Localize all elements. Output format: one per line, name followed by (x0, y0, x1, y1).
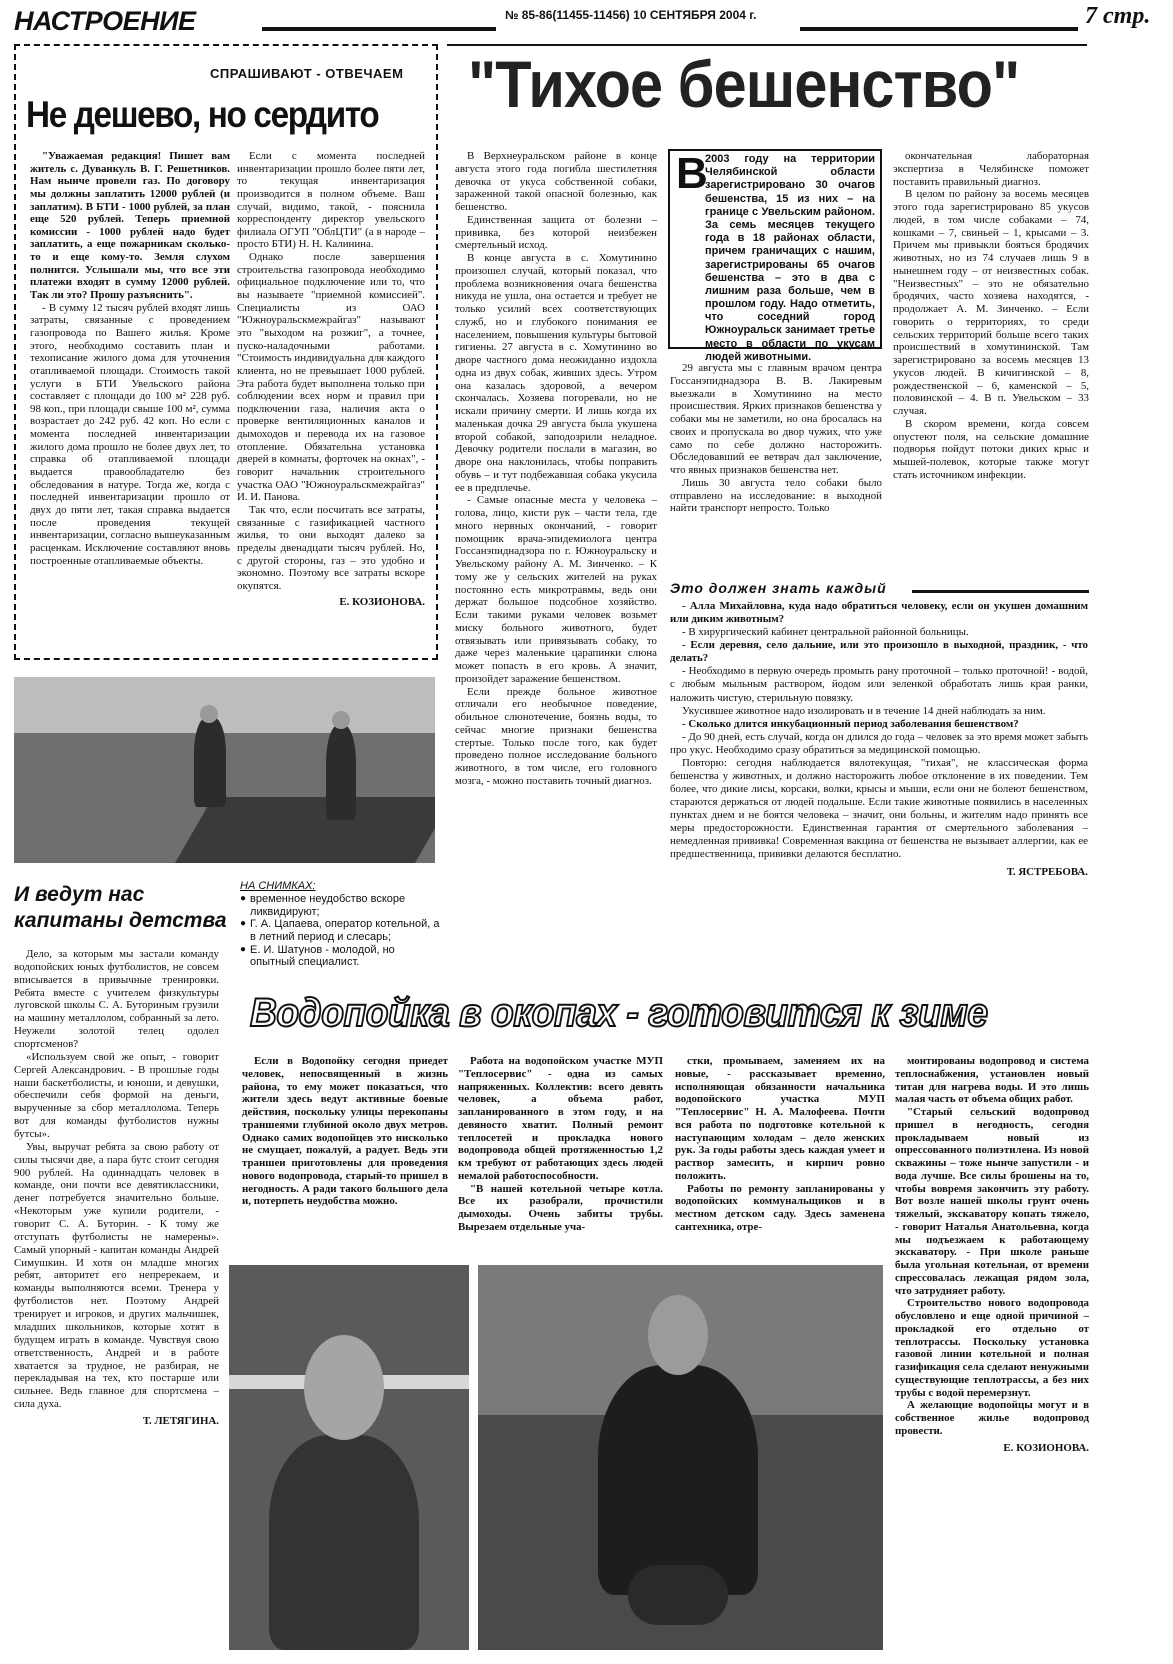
photo-trench-person-head (200, 705, 218, 723)
photo-specialist-machine (628, 1565, 728, 1625)
photo-specialist-face (648, 1295, 708, 1375)
article-water-title: Водопойка в окопах - готовится к зиме (250, 991, 988, 1035)
qa-question: - Если деревня, село дальние, или это произошло в выходной, праздник, - что делать? (670, 639, 1088, 665)
article-rabies-title: "Тихое бешенство" (468, 47, 1020, 121)
article-rabies-para: - Самые опасные места у человека – голова, лицо, кисти рук – части тела, где много нервных окончаний, - говорит помощник врача-эпидемиолога центра Госсанэпиднадзора по г. Южноуральску и Увельскому району А. М. Зинченко. – К тому же у сельских жителей на руках постоянно есть микротравмы, ведь они держат большое подсобное хозяйство. Если такими руками человек возьмет миску больного животного, будет отвязывать или привязывать собаку, то даже через маленькие царапинки слюна может попасть в его кровь. А значит, произойдет заражение бешенством. (455, 494, 657, 685)
article-water-para: Работа на водопойском участке МУП "Теплосервис" - одна из самых напряженных. Коллектив: всего девять человек, а объема работ, запланированного в этом году, и на девяносто хватит. Полный ремонт теплосетей и прокладка нового водопровода общей протяженностью 1,2 км требуют от работающих здесь людей немалой работоспособности. (458, 1055, 663, 1182)
masthead-rule-right (800, 27, 1078, 31)
article-water-para: Если в Водопойку сегодня приедет человек, непосвященный в жизнь района, то ему может показаться, что жители здесь ведут активные боевые действия, поскольку улицы перекопаны траншеями глубиной около двух метров. Однако самих водопойцев это нисколько не смущает, пожалуй, а радует. Ведь эти траншеи приготовлены для проведения нового водопровода, старый-то пришел в негодность. А ради такого большого дела и, потерпеть неудобства можно. (242, 1055, 448, 1208)
article-football-body (14, 948, 219, 1428)
photo-trench-person-head (332, 711, 350, 729)
article-rabies-col3 (893, 150, 1089, 482)
article-water-para: А желающие водопойцы могут и в собственное жилье водопровод провести. (895, 1399, 1089, 1437)
caption-item (240, 893, 440, 918)
article-gas-kicker: СПРАШИВАЮТ - ОТВЕЧАЕМ (210, 66, 404, 81)
article-gas-letter: "Уважаемая редакция! Пишет вам житель с. Дуванкуль В. Г. Решетников. Нам нынче провели газ. По договору мы должны заплатить 12000 рублей (и заплатим). В БТИ - 1000 рублей, за план еще 520 рублей. Теперь приемной комиссии - 1000 рублей надо будет заплатить, а еще пожарникам сколько-то и еще кому-то. Земля слухом полнится. Услышали мы, что все эти платежи входят в сумму 12000 рублей. Так ли это? Прошу разъяснить". (30, 150, 230, 302)
article-rabies-col1 (455, 150, 657, 788)
qa-answer: - В хирургический кабинет центральной районной больницы. (682, 626, 969, 639)
bullet-icon: ● (240, 892, 247, 904)
qa-answer: Укусившее животное надо изолировать и в течение 14 дней наблюдать за ним. (682, 704, 1046, 717)
article-rabies-para: 29 августа мы с главным врачом центра Госсанэпиднадзора В. В. Лакиревым выезжали в Хомутинино на место происшествия. Ярких признаков бешенства у собаки мы не заметили, но она бросалась на своих и пропускала во двор чужих, что уже само по себе должно насторожить. Обследовавший ее ветврач дал заключение, что явных признаков бешенства нет. (670, 362, 882, 476)
photo-specialist-man (478, 1265, 883, 1650)
article-water-para: Строительство нового водопровода обусловлено и еще одной причиной – прокладкой его отдельно от теплотрассы. Поскольку установка газовой линии котельной и полная газификация села сделают ненужными существующие теплотрассы, а без них трубы с водой перемерзнут. (895, 1297, 1089, 1399)
article-gas-col1 (30, 150, 230, 567)
photo-captions (240, 880, 440, 969)
article-gas-para: Так что, если посчитать все затраты, связанные с газификацией частного жилья, то они выходят далеко за пределы двенадцати тысяч рублей. Но, с другой стороны, газ – это удобно и экономно. Поэтому все затраты вскоре окупятся. (237, 503, 425, 592)
article-water-para: Работы по ремонту запланированы у водопойских коммунальщиков и в местном детском саду. Здесь заменена сантехника, отре- (675, 1182, 885, 1233)
article-rabies-subhead: Это должен знать каждый (670, 580, 887, 596)
photo-operator-woman (229, 1265, 469, 1650)
article-football-title: И ведут нас капитаны детства (14, 883, 227, 933)
section-title: НАСТРОЕНИЕ (14, 6, 196, 36)
qa-question: - Алла Михайловна, куда надо обратиться человеку, если он укушен домашним или диким животным? (670, 600, 1088, 626)
article-water-signature: Е. КОЗИОНОВА. (1003, 1441, 1089, 1454)
article-rabies-para: Единственная защита от болезни – прививка, без которой неизбежен смертельный исход. (455, 213, 657, 252)
captions-heading: НА СНИМКАХ: (240, 880, 316, 892)
photo-trench-person (326, 725, 356, 820)
photo-specialist-body (598, 1365, 758, 1595)
photo-trench-person (194, 717, 226, 807)
article-water-para: стки, промываем, заменяем их на новые, - рассказывает временно, исполняющая обязанности начальника водопойского участка МУП "Теплосервис" Н. А. Малофеева. Почти вся работа по подготовке котельной к наступающим холодам – дело женских рук. За годы работы здесь каждая умеет и раствор замесить, и кирпич ровно положить. (675, 1055, 885, 1182)
article-gas-answer: - В сумму 12 тысяч рублей входят лишь затраты, связанные с проведением газопровода по Вашего жилья. Кроме этого, необходимо составить план и техописание жилого дома для уточнения отапливаемой площади. Стоимость такой услуги в БТИ Увельского района составляет с площади до 100 м² 228 руб. 98 коп., при площади свыше 100 м², сумма возрастает до 242 руб. 42 коп. Но если с момента последней инвентаризации жилого дома прошло не более двух лет, то справка об отапливаемой площади выдается правообладателю без обследования в натуре. Тогда же, когда с последней инвентаризации прошло от двух до пяти лет, такая справка выдается после проведения текущей инвентаризации, согласно вышеуказанным расценкам. Исключение составляют вновь построенные отапливаемые объекты. (30, 301, 230, 567)
article-water-para: "Старый сельский водопровод пришел в негодность, сегодня прокладываем новый из опрессованного полиэтилена. Из новой скважины – тоже нынче запустили - и вода лучше. Все силы брошены на то, чтобы вовремя закончить эту работу. Вот возле нашей школы грунт очень тяжелый, экскаватору копать тяжело, - говорит Наталья Анатольевна, когда мы подъезжаем к работающему экскаватору. - При школе раньше была угольная котельная, от времени спрессовалась лежащая рядом зола, что затрудняет работу. (895, 1106, 1089, 1297)
issue-info: № 85-86(11455-11456) 10 СЕНТЯБРЯ 2004 г. (505, 8, 757, 22)
article-rabies-para: В конце августа в с. Хомутинино произошел случай, который показал, что проблема возникновения очага бешенства никуда не ушла, она остается и требует не только усилий всех соответствующих служб, но и глубокого понимания ее населением, повышения культуры бытовой гигиены. 27 августа в с. Хомутинино во дворе частного дома неожиданно издохла одна из двух собак, живших здесь. Утром она казалась здоровой, а вечером скончалась. Хозяева погоревали, но не искали причину смерти. И лишь когда их маленькая дочка 29 августа была укушена второй собакой, заподозрили неладное. Девочку родители послали в магазин, во дворе она наклонилась, чтобы поправить обувь – и тут подбежавшая собака укусила ее в предплечье. (455, 252, 657, 494)
article-rabies-signature: Т. ЯСТРЕБОВА. (1006, 865, 1088, 878)
page-number: 7 стр. (1085, 3, 1151, 29)
article-rabies-qa (670, 600, 1088, 879)
article-rabies-para: Лишь 30 августа тело собаки было отправлено на исследование: в выходной найти транспорт непросто. Только (670, 476, 882, 515)
article-football-signature: Т. ЛЕТЯГИНА. (142, 1414, 219, 1427)
qa-question: - Сколько длится инкубационный период заболевания бешенством? (682, 717, 1019, 730)
article-football-para: Увы, выручат ребята за свою работу от силы тысячи две, а пара бутс стоит сегодня 900 рублей. На одиннадцать человек в команде, они почти все девятиклассники, денег потребуется значительно больше. «Некоторым уже купили родители, - говорит С. А. Буторин. - К тому же отступать футболисты не намерены». Самый упорный - капитан команды Андрей Симушкин. И хотя он младше многих ребят, авторитет его непререкаем, и команды выполняются всеми. Тренера у футболистов нет. Поэтому Андрей тренирует и игроков, и других мальчишек, младших школьников, которые хотят в будущем играть в команде. Чувствуя свою ответственность, Андрей и в работе хватается за трудное, не разбирая, не перекладывая на тех, кто постарше или сильнее. Ведь главное для спортсмена – сила духа. (14, 1140, 219, 1411)
qa-answer: - До 90 дней, есть случай, когда он длился до года – человек за это время может забыть про укус. Необходимо сразу обратиться за медицинской помощью. (670, 730, 1088, 756)
article-gas-col2 (237, 150, 425, 609)
bullet-icon: ● (240, 918, 247, 930)
article-water-col3 (675, 1055, 885, 1234)
photo-operator-face (304, 1335, 384, 1440)
article-rabies-stat-text: 2003 году на территории Челябинской области зарегистрировано 30 очагов бешенства, 15 из них – на границе с Увельским районом. За семь месяцев текущего года в 18 районах области, причем граничащих с нашим, зарегистрированы 65 очагов бешенства – это в два с лишним раза больше, чем в прошлом году. Надо отметить, что соседний город Южноуральск занимает третье место в области по укусам людей животными. (705, 153, 875, 363)
qa-answer: Повторю: сегодня наблюдается вялотекущая, "тихая", не классическая форма бешенства у животных, и должно насторожить любое отклонение в их поведении. Тем более, что дикие лисы, корсаки, волки, крысы и мыши, если они не болеют бешенством, стараются держаться от людей подальше. Если такие животные появились в населенных пунктах днем и не боятся человека – значит, они больны, и жителям надо принять все меры предосторожности. Единственная гарантия от смертельного заболевания – немедленная прививка! Современная вакцина от бешенства не вызывает аллергии, как ее предшественница, прививки делаются бесплатно. (670, 756, 1088, 861)
caption-item (240, 918, 440, 943)
article-rabies-col2 (670, 362, 882, 515)
article-rabies-stat-dropcap: В (676, 149, 708, 198)
photo-operator-body (269, 1435, 419, 1650)
article-football-para: Дело, за которым мы застали команду водопойских юных футболистов, не совсем вписывается в привычные тренировки. Ребята вместе с учителем физкультуры луговской школы С. А. Буториным грузили на машину металлолом, собранный за лето. Неужели золотой телец одолел спортсменов? (14, 948, 219, 1051)
caption-text: Е. И. Шатунов - молодой, но опытный специалист. (250, 943, 395, 969)
article-gas-signature: Е. КОЗИОНОВА. (339, 596, 425, 609)
article-water-col1 (242, 1055, 448, 1208)
bullet-icon: ● (240, 943, 247, 955)
article-gas-title: Не дешево, но сердито (26, 94, 379, 135)
qa-answer: - Необходимо в первую очередь промыть рану проточной – только проточной! - водой, с любым мыльным раствором, йодом или зеленкой обработать лишь края ранки, наложить чистую, стерильную повязку. (670, 665, 1088, 704)
article-rabies-para: В Верхнеуральском районе в конце августа этого года погибла шестилетняя девочка от укуса собственной собаки, зараженной такой опасной болезнью, как бешенство. (455, 150, 657, 213)
article-football-para: «Используем свой же опыт, - говорит Сергей Александрович. - В прошлые годы наши баскетболисты, и юноши, и девушки, обеспечили себя формой на деньги, вырученные за сбор металлолома. Теперь вот для команды футболистов нужны бутсы». (14, 1050, 219, 1141)
article-water-col4 (895, 1055, 1089, 1454)
article-rabies-para: окончательная лабораторная экспертиза в Челябинске поможет поставить правильный диагноз. (893, 150, 1089, 188)
photo-trench-sky (14, 677, 435, 733)
article-rabies-subhead-rule (912, 590, 1089, 593)
caption-text: Г. А. Цапаева, оператор котельной, а в летний период и слесарь; (250, 918, 440, 943)
article-water-para: "В нашей котельной четыре котла. Все их разобрали, прочистили дымоходы. Очень забиты трубы. Вырезаем отдельные уча- (458, 1182, 663, 1233)
photo-trench (14, 677, 435, 863)
caption-text: временное неудобство вскоре ликвидируют; (250, 892, 406, 918)
article-rabies-para: В целом по району за восемь месяцев этого года зарегистрировано 85 укусов людей, в том числе собаками – 74, кошками – 7, свиньей – 1, крысами – 3. Причем мы привыкли бояться бродячих животных, но из 74 случаев лишь 9 в нынешнем году – от неизвестных собак. "Неизвестных" – это не обязательно бродячих, часто хозяева находятся, - продолжает А. М. Зинченко. – Если говорить о территориях, то среди сельских территорий больше всего таких происшествий в хомутининской. Там зарегистрировано за восемь месяцев 13 укусов людей. В кичигинской – 8, рождественской – 6, каменской – 5, половинской – 4. В п. Увельском – 33 случая. (893, 188, 1089, 417)
caption-item (240, 944, 440, 969)
article-rabies-para: В скором времени, когда совсем опустеют поля, на сельские домашние подворья пойдут потоки диких крыс и мышей-полевок, которые также могут стать источником инфекции. (893, 417, 1089, 481)
article-water-col2 (458, 1055, 663, 1234)
article-rabies-para: Если прежде больное животное отличали его необычное поведение, обильное слюнотечение, боязнь воды, то сейчас многие признаки бешенства стертые. Только после того, как будет проведено полное исследование больного животного, в том числе, его головного мозга, - можно поставить точный диагноз. (455, 685, 657, 787)
masthead-rule-left (262, 27, 496, 31)
article-gas-para: Однако после завершения строительства газопровода необходимо официальное подключение или то, что вы называете "приемной комиссией". Специалисты из ОАО "Южноуральскмежрайгаз" называют это "выходом на розжиг", а точнее, пуско-наладочными работами. "Стоимость индивидуальна для каждого клиента, но не превышает 1000 рублей. Эта работа будет выполнена только при соблюдении всех норм и правил при подключении газа, наличия акта о проверке вентиляционных каналов и дымоходов и перевода их на газовое отопление. Обязательна установка дверей в комнаты, форточек на окнах", - говорит начальник строительного участка ОАО "Южноуральскмежрайгаз" И. И. Панова. (237, 251, 425, 504)
article-gas-para: Если с момента последней инвентаризации прошло более пяти лет, то текущая инвентаризация производится в полном объеме. Ваш случай, видимо, такой, - пояснила корреспонденту директор увельского филиала ОГУП "ОблЦТИ" (а в народе – просто БТИ) Н. Н. Калинина. (237, 150, 425, 251)
article-water-para: монтированы водопровод и система теплоснабжения, установлен новый титан для нагрева воды. И это лишь малая часть от объема общих работ. (895, 1055, 1089, 1106)
